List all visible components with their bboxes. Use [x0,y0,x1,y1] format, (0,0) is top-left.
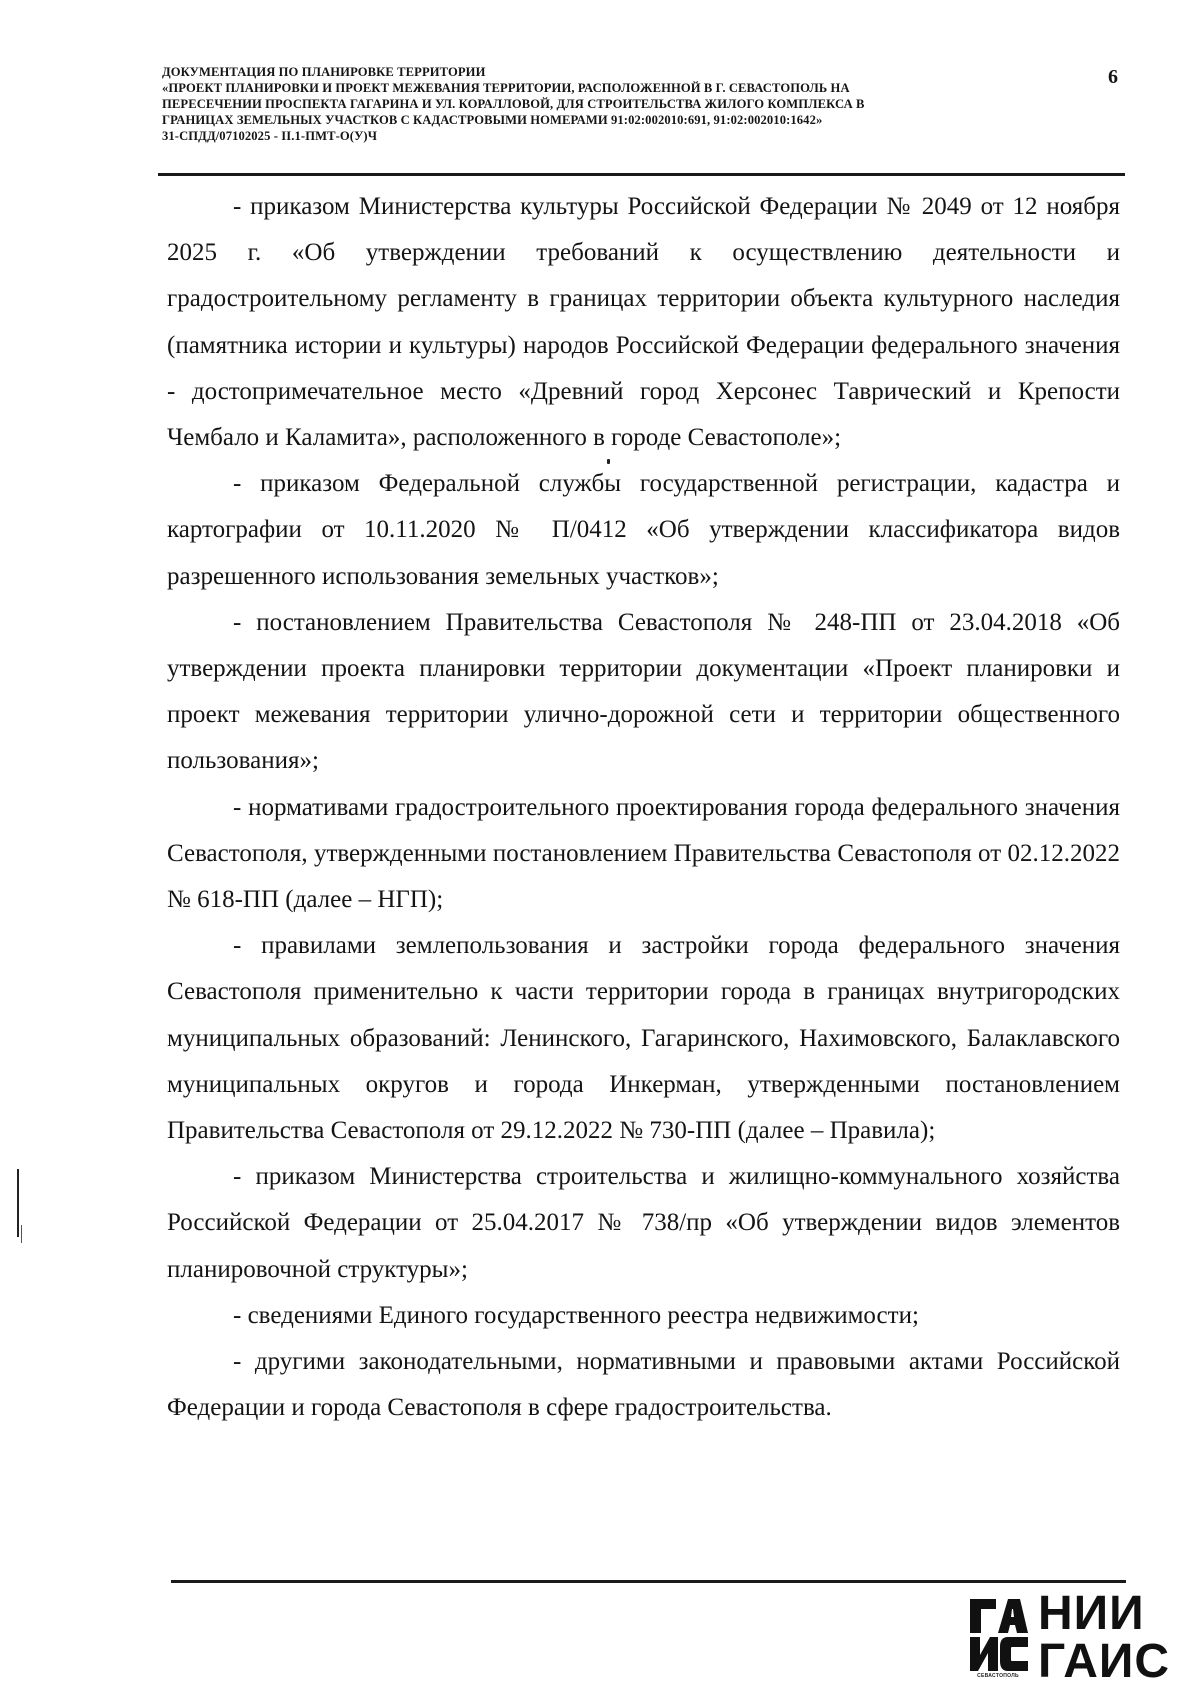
scan-artifact [21,1225,22,1243]
page-number: 6 [1108,66,1118,88]
list-item: - другими законодательными, нормативными и правовыми актами Российской Федерации и города Севастополя в сфере градостроительства. [167,1348,1120,1422]
list-item: - приказом Министерства культуры Российской Федерации № 2049 от 12 ноября 2025 г. «Об утверждении требований к осуществлению деятельности и градостроительному регламенту в границах территории объекта культурного наследия (памятника истории и культуры) народов Российской Федерации федерального значения - достопримечательное место «Древний город Херсонес Таврический и Крепости Чембало и Каламита», расположенного в городе Севастополе»; [167,193,1120,452]
document-code: 31-СПДД/07102025 - II.1-ПМТ-О(У)Ч [162,129,378,143]
document-header [162,64,1042,144]
list-item: - сведениями Единого государственного реестра недвижимости; [233,1301,919,1329]
list-item: - нормативами градостроительного проектирования города федерального значения Севастополя, утвержденными постановлением Правительства Севастополя от 02.12.2022 № 618-ПП (далее – НГП); [167,793,1120,914]
header-line: ПЕРЕСЕЧЕНИИ ПРОСПЕКТА ГАГАРИНА И УЛ. КОРАЛЛОВОЙ, ДЛЯ СТРОИТЕЛЬСТВА ЖИЛОГО КОМПЛЕКСА В [162,97,865,111]
logo-line: ГАИС [1038,1635,1171,1688]
body-text [167,184,1120,1431]
header-line: ГРАНИЦАХ ЗЕМЕЛЬНЫХ УЧАСТКОВ С КАДАСТРОВЫМИ НОМЕРАМИ 91:02:002010:691, 91:02:002010:1642» [162,113,823,127]
list-item: - правилами землепользования и застройки города федерального значения Севастополя применительно к части территории города в границах внутригородских муниципальных образований: Ленинского, Гагаринского, Нахимовского, Балаклавского муниципальных округов и города Инкерман, утвержденными постановлением Правительства Севастополя от 29.12.2022 № 730-ПП (далее – Правила); [167,932,1120,1145]
list-item: - постановлением Правительства Севастополя № 248-ПП от 23.04.2018 «Об утверждении проекта планировки территории документации «Проект планировки и проект межевания территории улично-дорожной сети и территории общественного пользования»; [167,608,1120,775]
list-item: - приказом Министерства строительства и жилищно-коммунального хозяйства Российской Федерации от 25.04.2017 № 738/пр «Об утверждении видов элементов планировочной структуры»; [167,1163,1120,1283]
footer-divider [171,1580,1126,1583]
scan-artifact [607,459,610,464]
header-line: «ПРОЕКТ ПЛАНИРОВКИ И ПРОЕКТ МЕЖЕВАНИЯ ТЕРРИТОРИИ, РАСПОЛОЖЕННОЙ В Г. СЕВАСТОПОЛЬ НА [162,81,850,95]
list-item: - приказом Федеральной службы государственной регистрации, кадастра и картографии от 10.11.2020 № П/0412 «Об утверждении классификатора видов разрешенного использования земельных участков»; [167,470,1120,590]
nii-gais-logo [1038,1587,1171,1690]
scan-artifact [17,1169,19,1237]
header-line: ДОКУМЕНТАЦИЯ ПО ПЛАНИРОВКЕ ТЕРРИТОРИИ [162,65,486,79]
logo-line: НИИ [1038,1587,1145,1640]
logo-sublabel: СЕВАСТОПОЛЬ [977,1673,1019,1679]
header-divider [158,173,1125,176]
gais-monogram-icon [968,1597,1028,1683]
